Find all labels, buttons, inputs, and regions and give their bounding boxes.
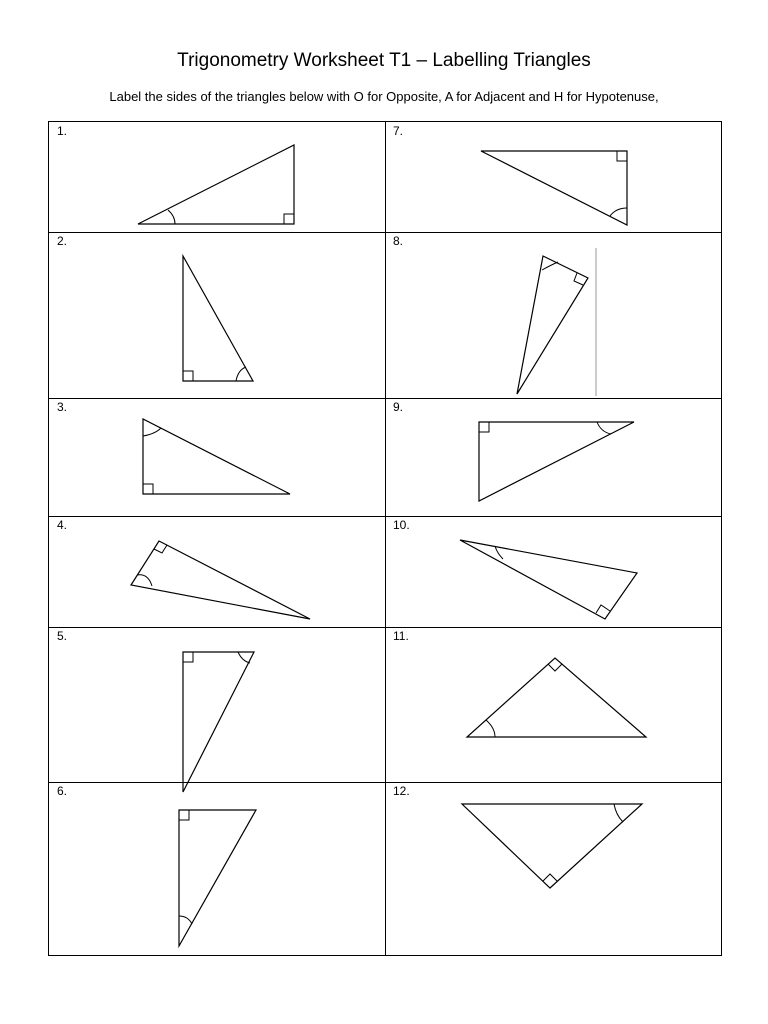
question-number: 4. (57, 518, 68, 532)
question-number: 10. (393, 518, 410, 532)
triangle-11 (467, 658, 646, 737)
triangle-6 (179, 810, 256, 946)
question-number: 6. (57, 784, 68, 798)
question-number: 7. (393, 124, 404, 138)
question-number: 3. (57, 400, 68, 414)
triangle-3 (143, 419, 290, 494)
triangle-4 (131, 541, 310, 619)
instructions: Label the sides of the triangles below with O for Opposite, A for Adjacent and H for Hypotenuse, (109, 89, 659, 104)
question-number: 9. (393, 400, 404, 414)
question-number: 8. (393, 234, 404, 248)
question-number: 12. (393, 784, 410, 798)
triangle-2 (183, 256, 253, 381)
triangle-1 (138, 145, 294, 224)
question-number: 5. (57, 629, 68, 643)
triangle-7 (481, 151, 627, 225)
triangle-12 (462, 804, 642, 888)
triangle-9 (479, 422, 634, 501)
question-number: 2. (57, 234, 68, 248)
question-number: 1. (57, 124, 68, 138)
triangle-10 (460, 540, 637, 619)
triangle-8 (517, 248, 596, 396)
page-title: Trigonometry Worksheet T1 – Labelling Triangles (177, 50, 591, 71)
question-number: 11. (393, 629, 409, 643)
triangle-5 (183, 652, 254, 792)
